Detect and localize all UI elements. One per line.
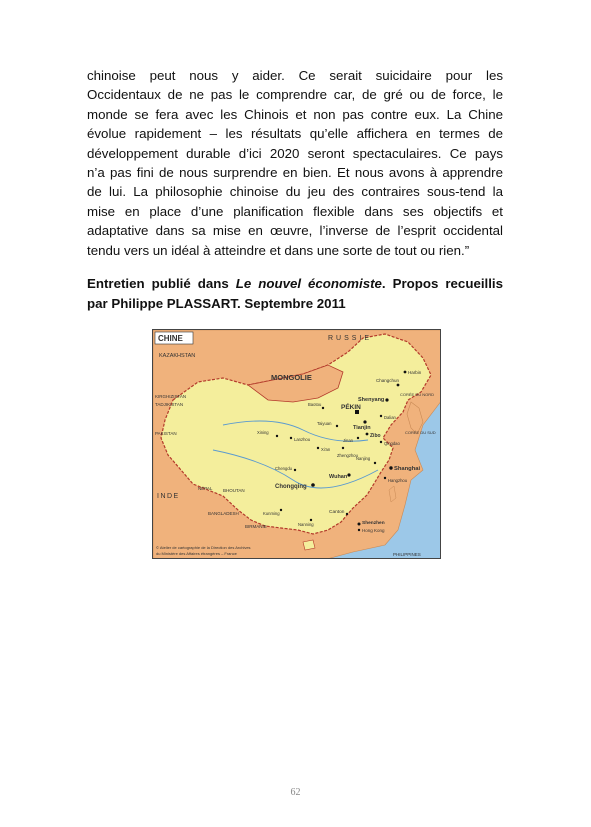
city-hongkong bbox=[358, 528, 385, 533]
map-credit-line-2: du Ministère des Affaires étrangères – France bbox=[156, 551, 237, 556]
caption-line-1 bbox=[87, 274, 503, 294]
city-marker bbox=[389, 466, 392, 469]
map-title: CHINE bbox=[158, 334, 183, 343]
city-label: Dalian bbox=[384, 415, 396, 420]
paragraph-line: adaptative dans sa mise en œuvre, l’inverse de l’esprit occidental bbox=[87, 223, 503, 239]
map-credit-line-1: © Atelier de cartographie de la Direction des Archives bbox=[156, 545, 251, 550]
city-marker bbox=[374, 462, 376, 464]
city-marker bbox=[317, 447, 319, 449]
city-shenzhen bbox=[358, 520, 385, 526]
city-marker bbox=[380, 441, 382, 443]
city-label: Nanning bbox=[298, 522, 314, 527]
city-label: Chongqing bbox=[275, 484, 307, 490]
city-marker bbox=[363, 420, 366, 423]
city-marker bbox=[357, 437, 359, 439]
city-marker bbox=[294, 469, 296, 471]
city-marker bbox=[358, 523, 361, 526]
city-label: Taiyuan bbox=[317, 421, 332, 426]
city-label: Lanzhou bbox=[294, 437, 311, 442]
label-kazakhstan: KAZAKHSTAN bbox=[159, 353, 196, 359]
label-india: INDE bbox=[157, 493, 180, 500]
city-shenyang bbox=[358, 397, 389, 403]
body-paragraph bbox=[87, 66, 503, 260]
city-marker bbox=[336, 425, 338, 427]
city-label: Wuhan bbox=[329, 474, 348, 480]
china-map bbox=[152, 329, 441, 559]
caption-prefix: Entretien publié dans bbox=[87, 276, 236, 291]
city-label: Changchun bbox=[376, 378, 400, 383]
label-tajikistan: TADJIKISTAN bbox=[155, 402, 184, 407]
label-bhutan: BHOUTAN bbox=[223, 488, 245, 493]
city-label: Harbin bbox=[408, 370, 422, 375]
city-marker bbox=[380, 415, 382, 417]
city-marker bbox=[358, 529, 360, 531]
city-label: Qingdao bbox=[384, 441, 400, 446]
city-marker bbox=[384, 477, 386, 479]
label-russia: RUSSIE bbox=[328, 335, 373, 342]
city-label: Shanghai bbox=[394, 466, 421, 472]
caption-line-2: par Philippe PLASSART. Septembre 2011 bbox=[87, 296, 346, 311]
page-number: 62 bbox=[290, 787, 301, 798]
city-marker bbox=[322, 407, 324, 409]
city-marker bbox=[347, 473, 350, 476]
label-north-korea: CORÉE DU NORD bbox=[400, 392, 435, 397]
city-label: Zibo bbox=[370, 433, 381, 439]
city-marker bbox=[404, 371, 407, 374]
city-label: Chengdu bbox=[275, 466, 292, 471]
china-map-svg bbox=[153, 330, 441, 559]
paragraph-line: de lui. La philosophie chinoise du jeu des contraires sous-tend la bbox=[87, 184, 503, 200]
city-label: Kunming bbox=[263, 511, 280, 516]
paragraph-line: n’a pas fini de nous surprendre en bien. Et nous avons à apprendre bbox=[87, 165, 503, 181]
city-shanghai bbox=[389, 466, 420, 472]
city-label: Shenyang bbox=[358, 397, 385, 403]
city-marker bbox=[385, 398, 388, 401]
city-label: Canton bbox=[329, 510, 345, 515]
city-label: Hangzhou bbox=[388, 478, 408, 483]
label-philippines: PHILIPPINES bbox=[393, 552, 421, 557]
city-hangzhou bbox=[384, 477, 408, 483]
label-nepal: NÉPAL bbox=[198, 486, 213, 491]
label-burma: BIRMANIE bbox=[245, 524, 267, 529]
interview-caption bbox=[87, 274, 503, 314]
city-label: Jinan bbox=[343, 438, 354, 443]
city-marker bbox=[290, 437, 292, 439]
label-pakistan: PAKISTAN bbox=[155, 431, 177, 436]
paragraph-line: tendu vers un idéal à atteindre et dans une sorte de tout ou rien.” bbox=[87, 242, 470, 258]
city-marker bbox=[311, 483, 315, 487]
paragraph-line: mise en place d’une planification flexible dans ses objectifs et bbox=[87, 203, 503, 219]
label-bangladesh: BANGLADESH bbox=[208, 511, 239, 516]
city-label: Hong Kong bbox=[362, 528, 385, 533]
city-label: Baotou bbox=[308, 402, 322, 407]
city-marker bbox=[280, 509, 282, 511]
city-label: Tianjin bbox=[353, 425, 371, 431]
publication-title: Le nouvel économiste bbox=[235, 276, 382, 291]
paragraph-line: évolue rapidement – les résultats qu’elle affichera en termes de bbox=[87, 126, 503, 142]
caption-suffix: . Propos recueillis bbox=[381, 276, 504, 291]
city-label: Xi'an bbox=[321, 447, 331, 452]
city-marker bbox=[276, 435, 278, 437]
city-label: Zhengzhou bbox=[337, 453, 358, 458]
hainan-area bbox=[303, 540, 315, 550]
city-marker bbox=[342, 447, 344, 449]
paragraph-line: monde se fera avec les Chinois et non pas contre eux. La Chine bbox=[87, 106, 503, 122]
city-label: Xining bbox=[257, 430, 269, 435]
city-marker bbox=[346, 513, 348, 515]
city-label: Shenzhen bbox=[362, 521, 385, 526]
label-kyrgyzstan: KIRGHIZISTAN bbox=[155, 394, 187, 399]
label-mongolia: MONGOLIE bbox=[271, 373, 312, 382]
city-label: Nanjing bbox=[356, 456, 371, 461]
city-marker bbox=[366, 433, 369, 436]
city-marker bbox=[397, 384, 400, 387]
paragraph-line: Occidentaux de ne pas le comprendre car, de gré ou de force, le bbox=[87, 87, 503, 103]
paragraph-line: développement durable d’ici 2020 seront spectaculaires. Ce pays bbox=[87, 145, 503, 161]
city-label: PÉKIN bbox=[341, 404, 361, 411]
label-south-korea: CORÉE DU SUD bbox=[405, 430, 436, 435]
paragraph-line: chinoise peut nous y aider. Ce serait suicidaire pour les bbox=[87, 68, 503, 83]
city-marker bbox=[310, 519, 312, 521]
